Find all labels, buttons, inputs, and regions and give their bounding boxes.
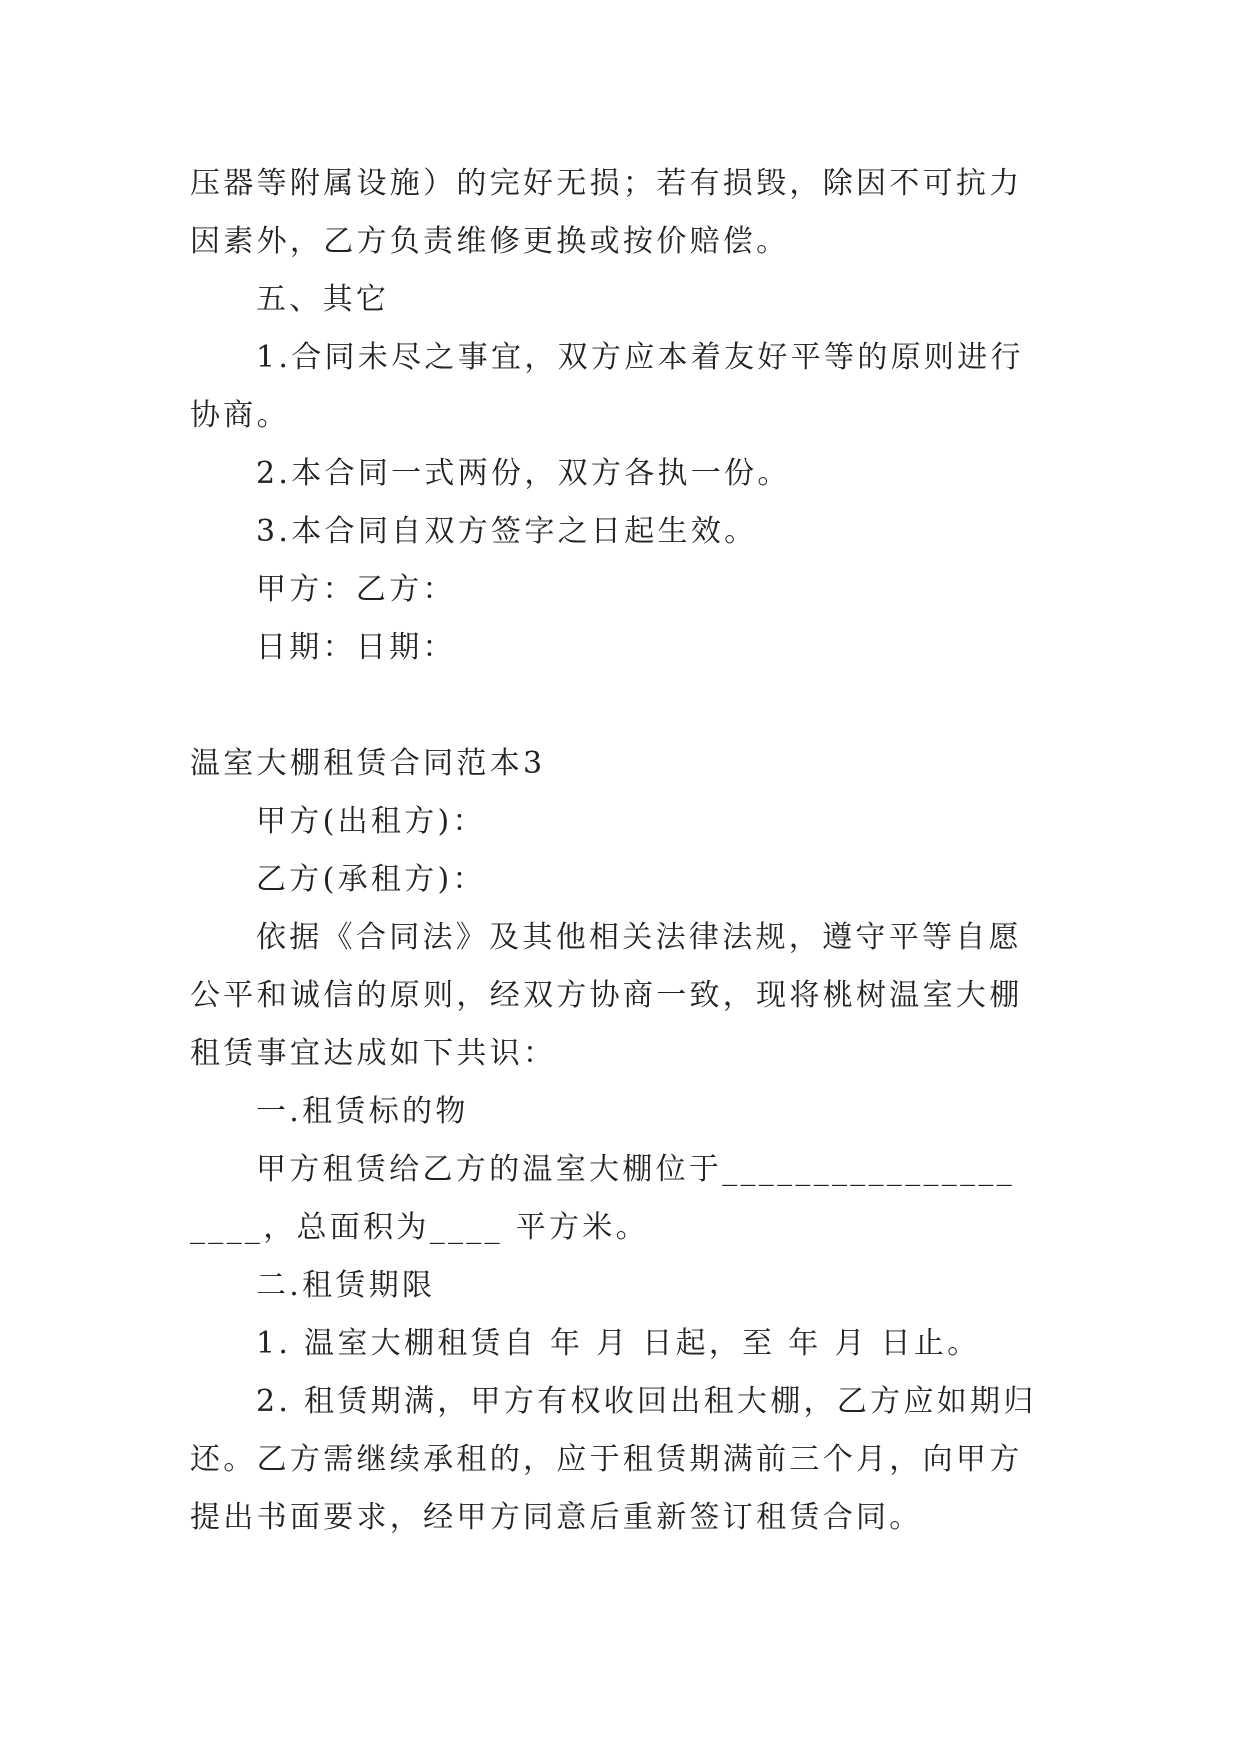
paragraph-location-area: 甲方租赁给乙方的温室大棚位于________________ ____，总面积为____ 平方米。 xyxy=(190,1152,1028,1245)
party-b-lessee: 乙方(承租方)： xyxy=(256,862,486,897)
paragraph-copies: 2.本合同一式两份，双方各执一份。 xyxy=(256,456,791,491)
signature-dates: 日期：日期： xyxy=(256,630,456,665)
section-heading-other: 五、其它 xyxy=(256,282,390,317)
paragraph-damage-clause: 压器等附属设施）的完好无损；若有损毁，除因不可抗力因素外，乙方负责维修更换或按价赔偿。 xyxy=(190,166,1023,259)
paragraph-unresolved-matters: 1.合同未尽之事宜，双方应本着友好平等的原则进行协商。 xyxy=(190,340,1024,433)
section-heading-term: 二.租赁期限 xyxy=(256,1268,436,1303)
party-a-lessor: 甲方(出租方)： xyxy=(256,804,486,839)
paragraph-lease-period: 1. 温室大棚租赁自 年 月 日起，至 年 月 日止。 xyxy=(256,1326,981,1361)
paragraph-lease-renewal: 2. 租赁期满，甲方有权收回出租大棚，乙方应如期归还。乙方需继续承租的，应于租赁期满前三个月，向甲方提出书面要求，经甲方同意后重新签订租赁合同。 xyxy=(190,1384,1037,1535)
contract-title: 温室大棚租赁合同范本3 xyxy=(190,746,546,781)
document-body xyxy=(190,155,1050,1547)
signature-parties: 甲方：乙方： xyxy=(256,572,456,607)
paragraph-preamble: 依据《合同法》及其他相关法律法规，遵守平等自愿公平和诚信的原则，经双方协商一致，现将桃树温室大棚租赁事宜达成如下共识： xyxy=(190,920,1023,1071)
paragraph-effective: 3.本合同自双方签字之日起生效。 xyxy=(256,514,758,549)
section-heading-subject: 一.租赁标的物 xyxy=(256,1094,469,1129)
